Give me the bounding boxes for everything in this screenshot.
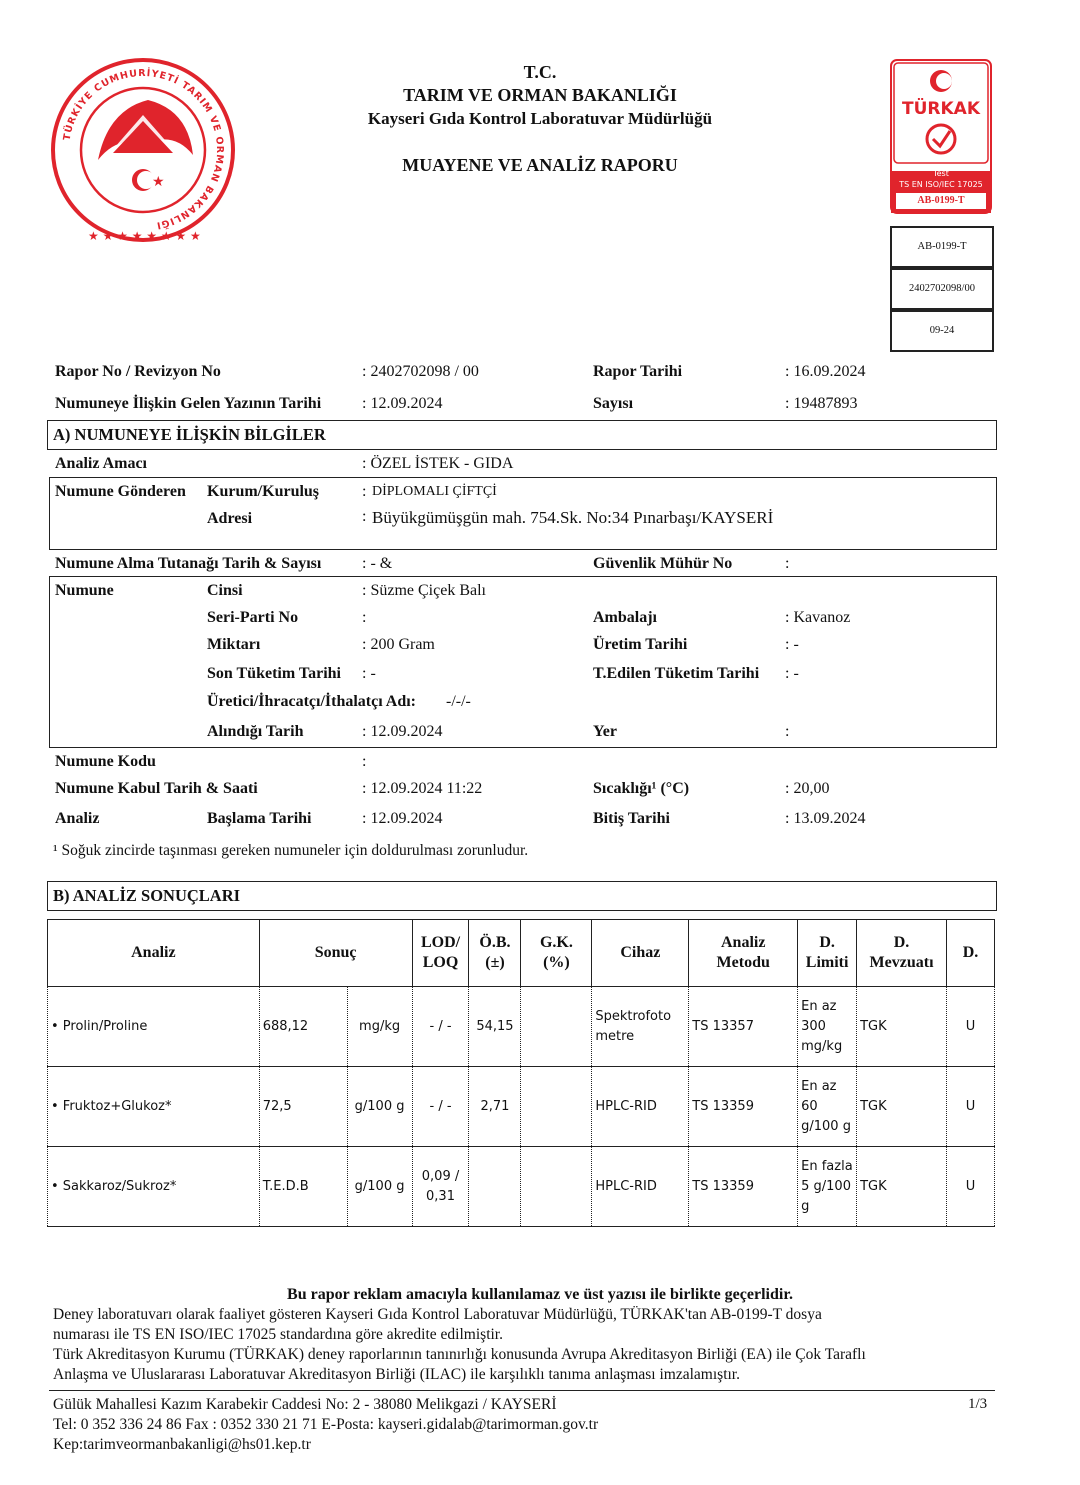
row-method: TS 13359: [689, 1067, 798, 1147]
production-value: : -: [785, 636, 799, 653]
row-limit: En az 60 g/100 g: [798, 1067, 857, 1147]
row-result: 72,5: [259, 1067, 347, 1147]
col-device: Cihaz: [592, 920, 689, 987]
turkak-box-report: 2402702098/00: [890, 268, 994, 310]
count-label: Sayısı: [593, 395, 634, 412]
accreditation-text-4: Anlaşma ve Uluslararası Laboratuvar Akreditasyon Birliği (ILAC) ile karşılıklı tanıma anlaşması imzalamıştır.: [53, 1366, 740, 1383]
report-date-value: : 16.09.2024: [785, 363, 866, 380]
start-label: Başlama Tarihi: [207, 810, 312, 827]
footer-contact: Tel: 0 352 336 24 86 Fax : 0352 330 21 71 E-Posta: kayseri.gidalab@tarimorman.gov.tr: [53, 1416, 599, 1433]
letter-date-value: : 12.09.2024: [362, 395, 443, 412]
accreditation-text-2: numarası ile TS EN ISO/IEC 17025 standardına göre akredite edilmiştir.: [53, 1326, 503, 1343]
row-gk: [521, 987, 592, 1067]
institution-label: Kurum/Kuruluş: [207, 483, 320, 500]
row-regulation: TGK: [857, 987, 947, 1067]
address-label: Adresi: [207, 510, 253, 527]
ministry-seal: [48, 55, 238, 245]
recommended-label: T.Edilen Tüketim Tarihi: [593, 665, 760, 682]
results-table: [47, 919, 995, 1227]
sampling-label: Numune Alma Tutanağı Tarih & Sayısı: [55, 555, 322, 572]
row-unit: mg/kg: [347, 987, 412, 1067]
taken-date-value: : 12.09.2024: [362, 723, 443, 740]
turkak-standard: TS EN ISO/IEC 17025: [899, 180, 983, 189]
recommended-value: : -: [785, 665, 799, 682]
accept-value: : 12.09.2024 11:22: [362, 780, 483, 797]
end-label: Bitiş Tarihi: [593, 810, 670, 827]
row-analysis-name: • Fruktoz+Glukoz*: [48, 1067, 260, 1147]
code-value: :: [362, 753, 367, 770]
row-limit: En fazla 5 g/100 g: [798, 1147, 857, 1227]
row-gk: [521, 1147, 592, 1227]
row-limit: En az 300 mg/kg: [798, 987, 857, 1067]
row-analysis-name: • Prolin/Proline: [48, 987, 260, 1067]
usage-notice: Bu rapor reklam amacıyla kullanılamaz ve üst yazısı ile birlikte geçerlidir.: [287, 1286, 793, 1303]
producer-value: -/-/-: [446, 693, 471, 710]
institution-value: DİPLOMALI ÇİFTÇİ: [372, 484, 497, 499]
code-label: Numune Kodu: [55, 753, 156, 770]
row-device: HPLC-RID: [592, 1147, 689, 1227]
results-header-row: [48, 920, 995, 987]
amount-label: Miktarı: [207, 636, 261, 653]
address-value: Büyükgümüşgün mah. 754.Sk. No:34 Pınarbaşı/KAYSERİ: [372, 508, 774, 527]
row-gk: [521, 1067, 592, 1147]
table-row: [48, 1147, 995, 1227]
section-b-header: [47, 881, 997, 911]
sender-label: Numune Gönderen: [55, 483, 186, 500]
section-a-title: A) NUMUNEYE İLİŞKİN BİLGİLER: [53, 425, 326, 444]
report-no-value: : 2402702098 / 00: [362, 363, 479, 380]
packaging-value: : Kavanoz: [785, 609, 851, 626]
amount-value: : 200 Gram: [362, 636, 435, 653]
col-analysis: Analiz: [48, 920, 260, 987]
footer-address: Gülük Mahallesi Kazım Karabekir Caddesi No: 2 - 38080 Melikgazi / KAYSERİ: [53, 1396, 557, 1413]
col-regulation: D. Mevzuatı: [857, 920, 947, 987]
taken-date-label: Alındığı Tarih: [207, 723, 304, 740]
turkak-box-date: 09-24: [890, 310, 994, 352]
type-value: : Süzme Çiçek Balı: [362, 582, 486, 599]
accept-label: Numune Kabul Tarih & Saati: [55, 780, 258, 797]
row-lod: - / -: [412, 987, 469, 1067]
turkak-test: Test: [933, 169, 949, 178]
analysis-label: Analiz: [55, 810, 100, 827]
batch-label: Seri-Parti No: [207, 609, 299, 626]
table-row: [48, 1067, 995, 1147]
expiry-label: Son Tüketim Tarihi: [207, 665, 341, 682]
producer-label: Üretici/İhracatçı/İthalatçı Adı:: [207, 693, 416, 710]
col-lod: LOD/ LOQ: [412, 920, 469, 987]
institution-colon: :: [362, 483, 367, 500]
turkak-graphic: [890, 59, 992, 214]
production-label: Üretim Tarihi: [593, 636, 688, 653]
row-ob: 2,71: [469, 1067, 521, 1147]
row-regulation: TGK: [857, 1067, 947, 1147]
cold-chain-footnote: ¹ Soğuk zincirde taşınması gereken numuneler için doldurulması zorunludur.: [53, 842, 529, 859]
start-value: : 12.09.2024: [362, 810, 443, 827]
col-d: D.: [947, 920, 995, 987]
row-regulation: TGK: [857, 1147, 947, 1227]
purpose-value: : ÖZEL İSTEK - GIDA: [362, 455, 514, 472]
col-limit: D. Limiti: [798, 920, 857, 987]
row-device: HPLC-RID: [592, 1067, 689, 1147]
seal-no-value: :: [785, 555, 790, 572]
sampling-value: : - &: [362, 555, 393, 572]
row-d: U: [947, 987, 995, 1067]
ministry-seal-graphic: [48, 55, 238, 245]
row-method: TS 13359: [689, 1147, 798, 1227]
letter-date-label: Numuneye İlişkin Gelen Yazının Tarihi: [55, 395, 322, 412]
type-label: Cinsi: [207, 582, 243, 599]
place-label: Yer: [593, 723, 617, 740]
row-analysis-name: • Sakkaroz/Sukroz*: [48, 1147, 260, 1227]
col-gk: G.K. (%): [521, 920, 592, 987]
purpose-label: Analiz Amacı: [55, 455, 147, 472]
batch-value: :: [362, 609, 367, 626]
row-unit: g/100 g: [347, 1147, 412, 1227]
turkak-name: TÜRKAK: [902, 99, 980, 119]
expiry-value: : -: [362, 665, 376, 682]
turkak-box-code: AB-0199-T: [890, 226, 994, 268]
report-date-label: Rapor Tarihi: [593, 363, 683, 380]
svg-text:★: ★: [152, 174, 165, 190]
temp-value: : 20,00: [785, 780, 830, 797]
col-result: Sonuç: [259, 920, 412, 987]
table-row: [48, 987, 995, 1067]
sample-label: Numune: [55, 582, 114, 599]
col-method: Analiz Metodu: [689, 920, 798, 987]
header-ministry: TARIM VE ORMAN BAKANLIĞI: [403, 85, 677, 105]
header-tc: T.C.: [523, 62, 557, 82]
address-colon: :: [362, 508, 367, 525]
row-d: U: [947, 1067, 995, 1147]
row-result: 688,12: [259, 987, 347, 1067]
row-lod: - / -: [412, 1067, 469, 1147]
report-no-label: Rapor No / Revizyon No: [55, 363, 221, 380]
row-result: T.E.D.B: [259, 1147, 347, 1227]
row-method: TS 13357: [689, 987, 798, 1067]
accreditation-text-1: Deney laboratuvarı olarak faaliyet gösteren Kayseri Gıda Kontrol Laboratuvar Müdürlüğü, TÜRKAK'tan AB-0199-T dosya: [53, 1306, 822, 1323]
turkak-logo: [890, 59, 992, 214]
header-directorate: Kayseri Gıda Kontrol Laboratuvar Müdürlüğü: [367, 109, 713, 128]
footer-divider: [49, 1390, 995, 1391]
section-a-header: [47, 420, 997, 450]
row-ob: [469, 1147, 521, 1227]
row-device: Spektrofoto metre: [592, 987, 689, 1067]
footer-kep: Kep:tarimveormanbakanligi@hs01.kep.tr: [53, 1436, 311, 1453]
packaging-label: Ambalajı: [593, 609, 657, 626]
end-value: : 13.09.2024: [785, 810, 866, 827]
sample-box: [49, 576, 997, 748]
place-value: :: [785, 723, 790, 740]
svg-text:TÜRKİYE CUMHURİYETİ TARIM VE O: TÜRKİYE CUMHURİYETİ TARIM VE ORMAN BAKANLIĞI: [61, 67, 226, 231]
report-title: MUAYENE VE ANALİZ RAPORU: [402, 155, 678, 175]
seal-no-label: Güvenlik Mühür No: [593, 555, 733, 572]
col-ob: Ö.B. (±): [469, 920, 521, 987]
row-lod: 0,09 / 0,31: [412, 1147, 469, 1227]
turkak-code: AB-0199-T: [896, 193, 986, 209]
row-unit: g/100 g: [347, 1067, 412, 1147]
svg-text:★ ★ ★ ★ ★ ★ ★ ★: ★ ★ ★ ★ ★ ★ ★ ★: [88, 229, 201, 243]
count-value: : 19487893: [785, 395, 858, 412]
section-b-title: B) ANALİZ SONUÇLARI: [53, 886, 241, 905]
temp-label: Sıcaklığı¹ (°C): [593, 780, 690, 797]
row-ob: 54,15: [469, 987, 521, 1067]
page-number: 1/3: [968, 1396, 988, 1412]
accreditation-text-3: Türk Akreditasyon Kurumu (TÜRKAK) deney raporlarının tanınırlığı konusunda Avrupa Akreditasyon Birliği (EA) ile Çok Taraflı: [53, 1346, 866, 1363]
row-d: U: [947, 1147, 995, 1227]
